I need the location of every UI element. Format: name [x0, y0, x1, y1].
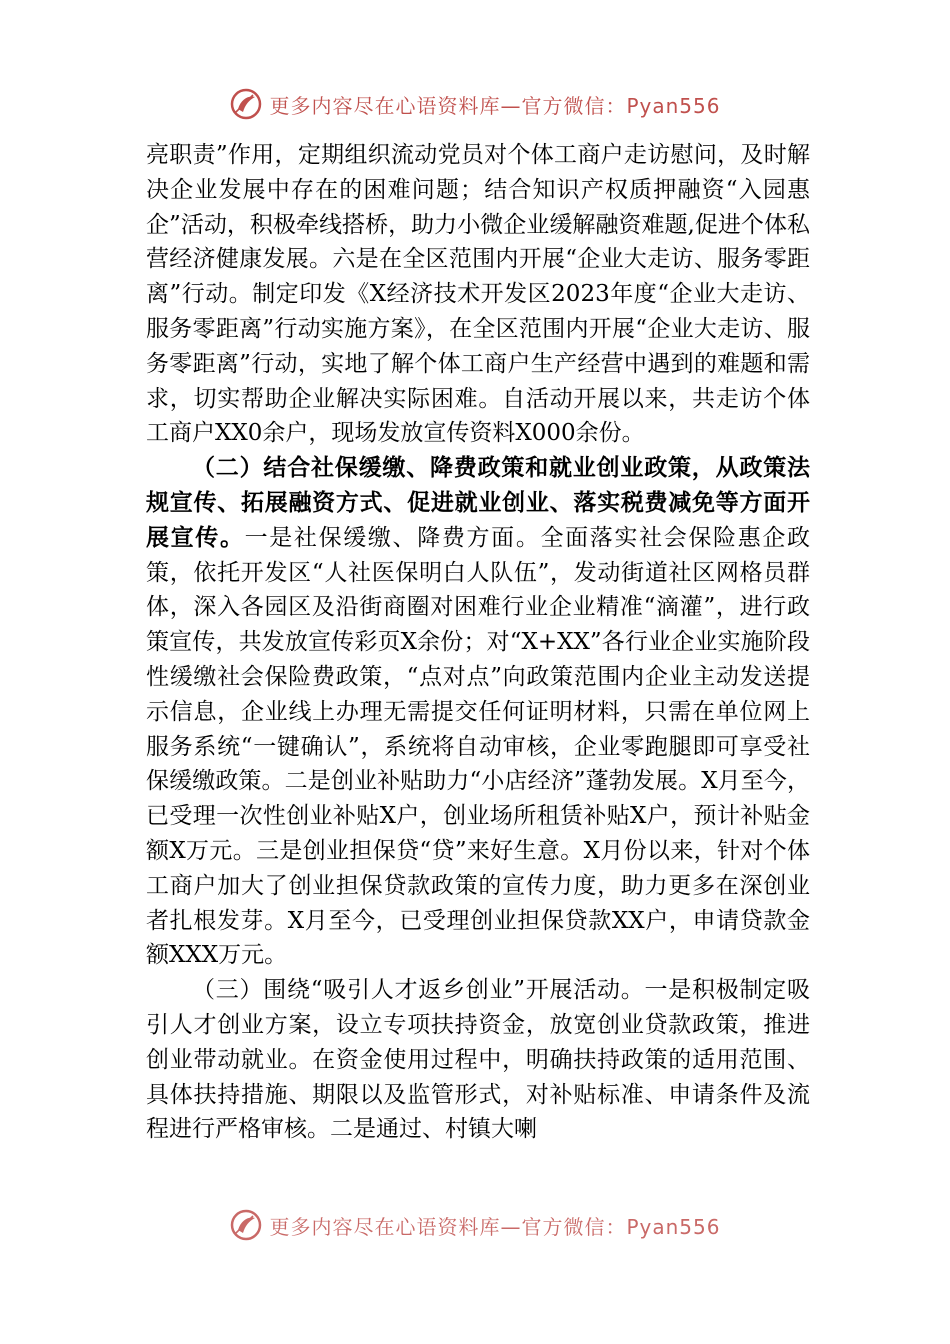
paragraph-2 — [146, 451, 810, 973]
header-watermark — [0, 84, 950, 124]
logo-icon — [229, 1208, 263, 1242]
paragraph-1: 亮职责”作用，定期组织流动党员对个体工商户走访慰问，及时解决企业发展中存在的困难问题；结合知识产权质押融资“入园惠企”活动，积极牵线搭桥，助力小微企业缓解融资难题,促进个体私营经济健康发展。六是在全区范围内开展“企业大走访、服务零距离”行动。制定印发《X经济技术开发区2023年度“企业大走访、服务零距离”行动实施方案》，在全区范围内开展“企业大走访、服务零距离”行动，实地了解个体工商户生产经营中遇到的难题和需求，切实帮助企业解决实际困难。自活动开展以来，共走访个体工商户XX0余户，现场发放宣传资料X000余份。 — [146, 142, 810, 447]
footer-watermark-text: 更多内容尽在心语资料库—官方微信：Pyan556 — [269, 1214, 721, 1239]
paragraph-3: （三）围绕“吸引人才返乡创业”开展活动。一是积极制定吸引人才创业方案，设立专项扶持资金，放宽创业贷款政策，推进创业带动就业。在资金使用过程中，明确扶持政策的适用范围、具体扶持措施、期限以及监管形式，对补贴标准、申请条件及流程进行严格审核。二是通过、村镇大喇 — [146, 977, 810, 1143]
header-watermark-text: 更多内容尽在心语资料库—官方微信：Pyan556 — [269, 93, 721, 118]
paragraph-2-body: 一是社保缓缴、降费方面。全面落实社会保险惠企政策，依托开发区“人社医保明白人队伍”，发动街道社区网格员群体，深入各园区及沿街商圈对困难行业企业精准“滴灌”，进行政策宣传，共发放宣传彩页X余份；对“X+XX”各行业企业实施阶段性缓缴社会保险费政策，“点对点”向政策范围内企业主动发送提示信息，企业线上办理无需提交任何证明材料，只需在单位网上服务系统“一键确认”，系统将自动审核，企业零跑腿即可享受社保缓缴政策。二是创业补贴助力“小店经济”蓬勃发展。X月至今，已受理一次性创业补贴X户，创业场所租赁补贴X户，预计补贴金额X万元。三是创业担保贷“贷”来好生意。X月份以来，针对个体工商户加大了创业担保贷款政策的宣传力度，助力更多在深创业者扎根发芽。X月至今，已受理创业担保贷款XX户，申请贷款金额XXX万元。 — [146, 524, 811, 969]
section-heading-2: （二）结合社保缓缴、降费政策和就业创业政策，从政策法规宣传、拓展融资方式、促进就业创业、落实税费减免等方面开展宣传。 — [146, 454, 810, 551]
document-body — [146, 138, 810, 1147]
footer-watermark — [0, 1207, 950, 1243]
logo-icon — [229, 87, 263, 121]
